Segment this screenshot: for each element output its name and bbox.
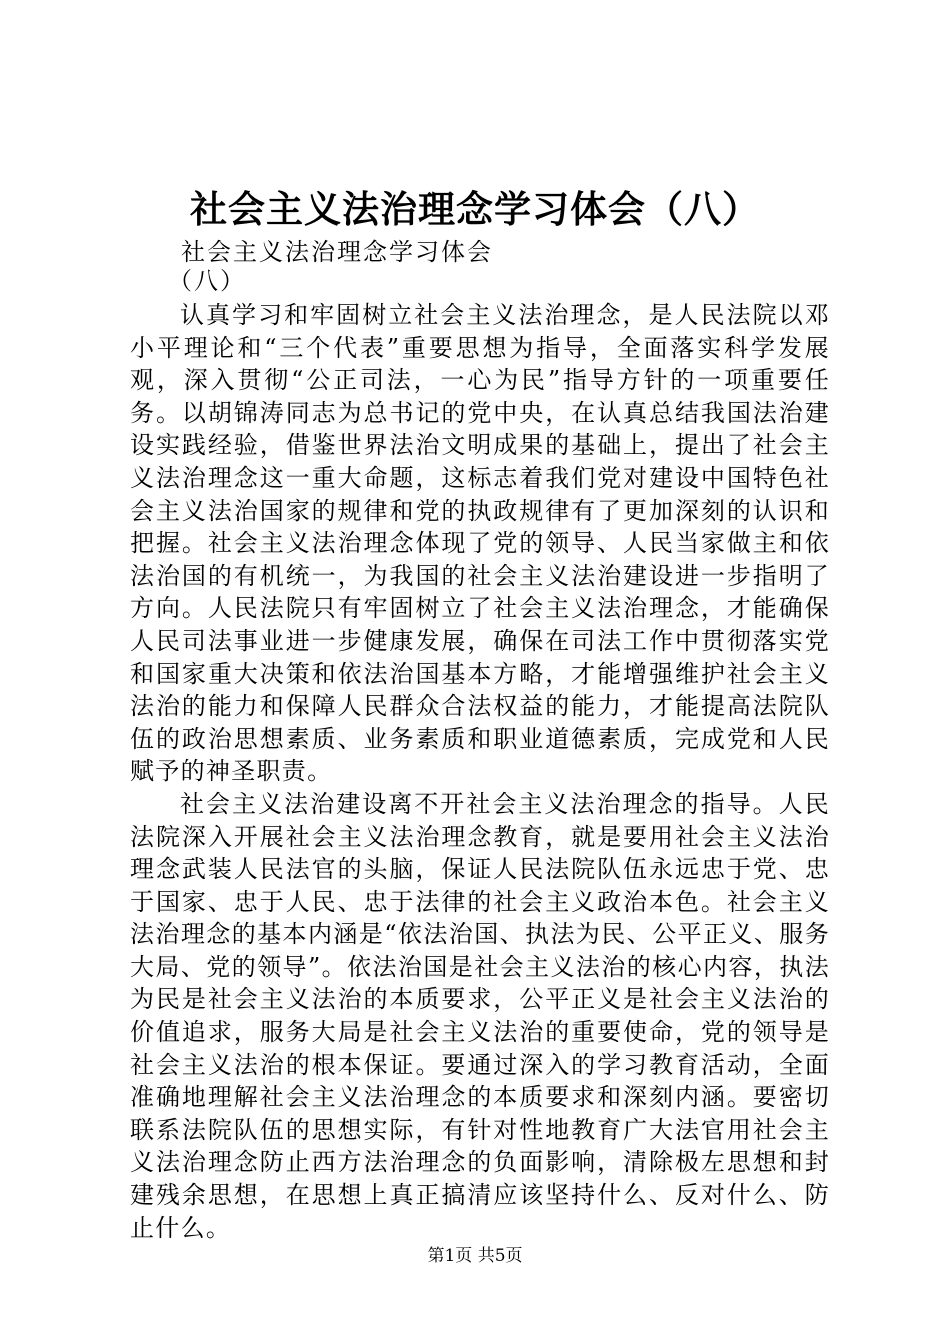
document-title: 社会主义法治理念学习体会（八） bbox=[190, 187, 760, 231]
document-subtitle-number: （八） bbox=[168, 267, 246, 295]
document-body bbox=[130, 299, 830, 1244]
body-paragraph-1: 认真学习和牢固树立社会主义法治理念，是人民法院以邓小平理论和“三个代表”重要思想为指导，全面落实科学发展观，深入贯彻“公正司法，一心为民”指导方针的一项重要任务。以胡锦涛同志为总书记的党中央，在认真总结我国法治建设实践经验，借鉴世界法治文明成果的基础上，提出了社会主义法治理念这一重大命题，这标志着我们党对建设中国特色社会主义法治国家的规律和党的执政规律有了更加深刻的认识和把握。社会主义法治理念体现了党的领导、人民当家做主和依法治国的有机统一，为我国的社会主义法治建设进一步指明了方向。人民法院只有牢固树立了社会主义法治理念，才能确保人民司法事业进一步健康发展，确保在司法工作中贯彻落实党和国家重大决策和依法治国基本方略，才能增强维护社会主义法治的能力和保障人民群众合法权益的能力，才能提高法院队伍的政治思想素质、业务素质和职业道德素质，完成党和人民赋予的神圣职责。 bbox=[130, 301, 830, 786]
page-footer: 第1页 共5页 bbox=[427, 1246, 523, 1266]
document-subtitle: 社会主义法治理念学习体会 bbox=[181, 238, 493, 266]
body-paragraph-2: 社会主义法治建设离不开社会主义法治理念的指导。人民法院深入开展社会主义法治理念教育，就是要用社会主义法治理念武装人民法官的头脑，保证人民法院队伍永远忠于党、忠于国家、忠于人民、忠于法律的社会主义政治本色。社会主义法治理念的基本内涵是“依法治国、执法为民、公平正义、服务大局、党的领导”。依法治国是社会主义法治的核心内容，执法为民是社会主义法治的本质要求，公平正义是社会主义法治的价值追求，服务大局是社会主义法治的重要使命，党的领导是社会主义法治的根本保证。要通过深入的学习教育活动，全面准确地理解社会主义法治理念的本质要求和深刻内涵。要密切联系法院队伍的思想实际，有针对性地教育广大法官用社会主义法治理念防止西方法治理念的负面影响，清除极左思想和封建残余思想，在思想上真正搞清应该坚持什么、反对什么、防止什么。 bbox=[130, 789, 830, 1242]
